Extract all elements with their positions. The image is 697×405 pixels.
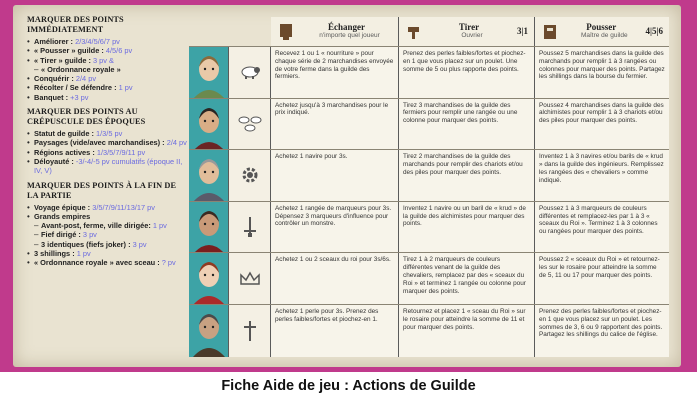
cell-exchange: Achetez jusqu'à 3 marchandises pour le prix indiqué. — [271, 99, 399, 150]
score-item — [27, 93, 189, 102]
scoring-panel — [27, 15, 189, 355]
score-item-value: ? pv — [161, 258, 176, 268]
header-exchange-name: Échanger — [328, 21, 365, 32]
score-item — [27, 230, 189, 239]
twilight-section — [27, 107, 189, 175]
header-exchange-sub: n'importe quel joueur — [319, 31, 380, 39]
score-item-value: 3/5/7/9/11/13/17 pv — [92, 202, 155, 212]
score-item-value: 3 pv — [132, 239, 147, 249]
immediate-section — [27, 15, 189, 102]
cell-push: Prenez des perles faibles/fortes et piochez-en 1 que vous placez sur un poulet. Les sommes de 3, 6 ou 9 rapportent des points. Partagez les shillings du calice de l'église. — [535, 305, 669, 357]
score-item-value: -3/-4/-5 pv cumulatifs (époque II, IV, V) — [34, 156, 183, 176]
page-caption: Fiche Aide de jeu : Actions de Guilde — [221, 378, 476, 394]
header-exchange — [271, 17, 399, 46]
table-row — [189, 253, 669, 305]
header-pull-score: 3|1 — [517, 25, 528, 36]
score-item — [27, 37, 189, 46]
score-item-label: Récolter / Se défendre : — [34, 83, 117, 93]
immediate-items — [27, 37, 189, 102]
header-push-score: 4|5|6 — [645, 25, 663, 36]
score-item-value: 3 pv & — [93, 55, 114, 65]
cell-exchange: Achetez 1 ou 2 sceaux du roi pour 3s/6s. — [271, 253, 399, 304]
score-item-value: 4/5/6 pv — [105, 46, 133, 56]
end-section — [27, 181, 189, 268]
score-item-value: 1/3/5/7/9/11 pv — [96, 147, 146, 157]
score-item-label: 3 identiques (fiefs joker) : — [41, 239, 131, 249]
cell-push: Poussez 5 marchandises dans la guilde des marchands pour remplir 1 à 3 rangées ou colonnes pour marquer des points. Partagez les shillings dans la bourse du fermier. — [535, 47, 669, 98]
farmer-portrait — [189, 47, 229, 98]
cross-icon — [229, 305, 271, 357]
score-item — [27, 74, 189, 83]
sheep-icon — [229, 47, 271, 98]
knight-portrait — [189, 202, 229, 253]
table-row — [189, 47, 669, 99]
score-item-label: Statut de guilde : — [34, 129, 94, 139]
scroll-icon — [277, 21, 295, 43]
score-item-value: +3 pv — [70, 92, 89, 102]
guild-actions-table — [189, 17, 669, 357]
score-item-label: « Tirer » guilde : — [34, 55, 91, 65]
score-item — [27, 129, 189, 138]
table-header-row — [189, 17, 669, 47]
coins-icon — [229, 99, 271, 150]
score-item-label: 3 shillings : — [34, 249, 75, 259]
score-item-label: Améliorer : — [34, 37, 74, 46]
guild-action-reference-card — [13, 5, 681, 367]
score-item-value: 1 pv — [118, 83, 133, 93]
gear-icon — [229, 150, 271, 201]
cell-pull: Retournez et placez 1 « sceau du Roi » sur le rosaire pour atteindre la somme de 11 et pour marquer des points. — [399, 305, 535, 357]
cell-pull: Tirez 1 à 2 marqueurs de couleurs différentes venant de la guilde des chevaliers, remplacez par des « sceaux du Roi » et terminez 1 rangée ou colonne pour marquer des points. — [399, 253, 535, 304]
cell-push: Poussez 4 marchandises dans la guilde des alchimistes pour remplir 1 à 3 chariots et/ou des piles pour marquer des points. — [535, 99, 669, 150]
score-item-value: 2/4 pv — [75, 74, 97, 84]
score-item-label: Banquet : — [34, 92, 69, 102]
score-item-value: 1 pv — [152, 221, 167, 231]
header-push-sub: Maître de guilde — [580, 31, 628, 39]
score-item — [27, 258, 189, 267]
cell-exchange: Achetez 1 rangée de marqueurs pour 3s. Dépensez 3 marqueurs d'influence pour contrôler un monstre. — [271, 202, 399, 253]
score-item-label: Conquérir : — [34, 74, 74, 84]
score-item-value: 1 pv — [76, 249, 91, 259]
score-item — [27, 46, 189, 55]
score-item-label: Paysages (vide/avec marchandises) : — [34, 138, 165, 148]
score-item-value: 3 pv — [82, 230, 97, 240]
score-item — [27, 138, 189, 147]
score-item — [27, 56, 189, 65]
section-title-immediate: MARQUER DES POINTS IMMÉDIATEMENT — [27, 15, 124, 34]
score-item-label: « Ordonnance royale » — [41, 64, 121, 74]
cell-pull: Prenez des perles faibles/fortes et piochez-en 1 que vous placez sur un poulet. Une somme de 5 ou plus rapporte des points. — [399, 47, 535, 98]
score-item-value: 2/3/4/5/6/7 pv — [75, 37, 120, 46]
guild-master-icon — [541, 21, 559, 43]
score-item — [27, 203, 189, 212]
score-item-value: 1/3/5 pv — [96, 129, 123, 139]
table-row — [189, 305, 669, 357]
cell-push: Poussez 1 à 3 marqueurs de couleurs différentes et remplacez-les par 1 à 3 « sceaux du Roi ». Terminez 1 à 3 colonnes ou rangées pour marquer des points. — [535, 202, 669, 253]
score-item — [27, 65, 189, 74]
score-item — [27, 249, 189, 258]
cell-pull: Inventez 1 navire ou un baril de « krud » de la guilde des alchimistes pour marquer des points. — [399, 202, 535, 253]
crown-icon — [229, 253, 271, 304]
section-title-twilight: MARQUER DES POINTS AU CRÉPUSCULE DES ÉPOQUES — [27, 107, 146, 127]
score-item — [27, 240, 189, 249]
alchemist-portrait — [189, 99, 229, 150]
table-row — [189, 202, 669, 254]
score-item-label: Déloyauté : — [34, 156, 74, 166]
score-item-label: Voyage épique : — [34, 202, 91, 212]
score-item-value: 2/4 pv — [166, 138, 187, 148]
noble-portrait — [189, 253, 229, 304]
table-row — [189, 99, 669, 151]
score-item-label: Régions actives : — [34, 147, 95, 157]
header-pull-name: Tirer — [458, 21, 480, 32]
score-item-label: Grands empires — [34, 211, 91, 221]
score-item — [27, 148, 189, 157]
end-items — [27, 203, 189, 268]
score-item — [27, 221, 189, 230]
header-pull — [399, 17, 535, 46]
score-item-label: « Pousser » guilde : — [34, 46, 104, 56]
hammer-icon — [405, 21, 423, 43]
monk-portrait — [189, 305, 229, 357]
cell-push: Inventez 1 à 3 navires et/ou barils de « krud » dans la guilde des ingénieurs. Remplissez les rangées des « chevaliers » comme indiqué. — [535, 150, 669, 201]
section-title-end: MARQUER DES POINTS À LA FIN DE LA PARTIE — [27, 180, 177, 200]
score-item-label: Fief dirigé : — [41, 230, 81, 240]
cell-exchange: Achetez 1 navire pour 3s. — [271, 150, 399, 201]
header-push — [535, 17, 669, 46]
score-item-label: « Ordonnance royale » avec sceau : — [34, 258, 160, 268]
table-row — [189, 150, 669, 202]
score-item — [27, 212, 189, 221]
header-push-name: Pousser — [586, 21, 617, 32]
cell-exchange: Recevez 1 ou 1 « nourriture » pour chaque série de 2 marchandises envoyée de votre ferme dans la guilde des fermiers. — [271, 47, 399, 98]
score-item — [27, 83, 189, 92]
cell-pull: Tirez 2 marchandises de la guilde des marchands pour remplir des chariots et/ou des piles pour marquer des points. — [399, 150, 535, 201]
engineer-portrait — [189, 150, 229, 201]
score-item — [27, 157, 189, 176]
cell-exchange: Achetez 1 perle pour 3s. Prenez des perles faibles/fortes et piochez-en 1. — [271, 305, 399, 357]
cell-pull: Tirez 3 marchandises de la guilde des fermiers pour remplir une rangée ou une colonne pour marquer des points. — [399, 99, 535, 150]
cell-push: Poussez 2 « sceaux du Roi » et retournez-les sur le rosaire pour atteindre la somme de 5, 11 ou 17 pour marquer des points. — [535, 253, 669, 304]
twilight-items — [27, 129, 189, 175]
sword-icon — [229, 202, 271, 253]
score-item-label: Avant-post, ferme, ville dirigée: — [41, 221, 151, 231]
header-pull-sub: Ouvrier — [461, 31, 483, 39]
